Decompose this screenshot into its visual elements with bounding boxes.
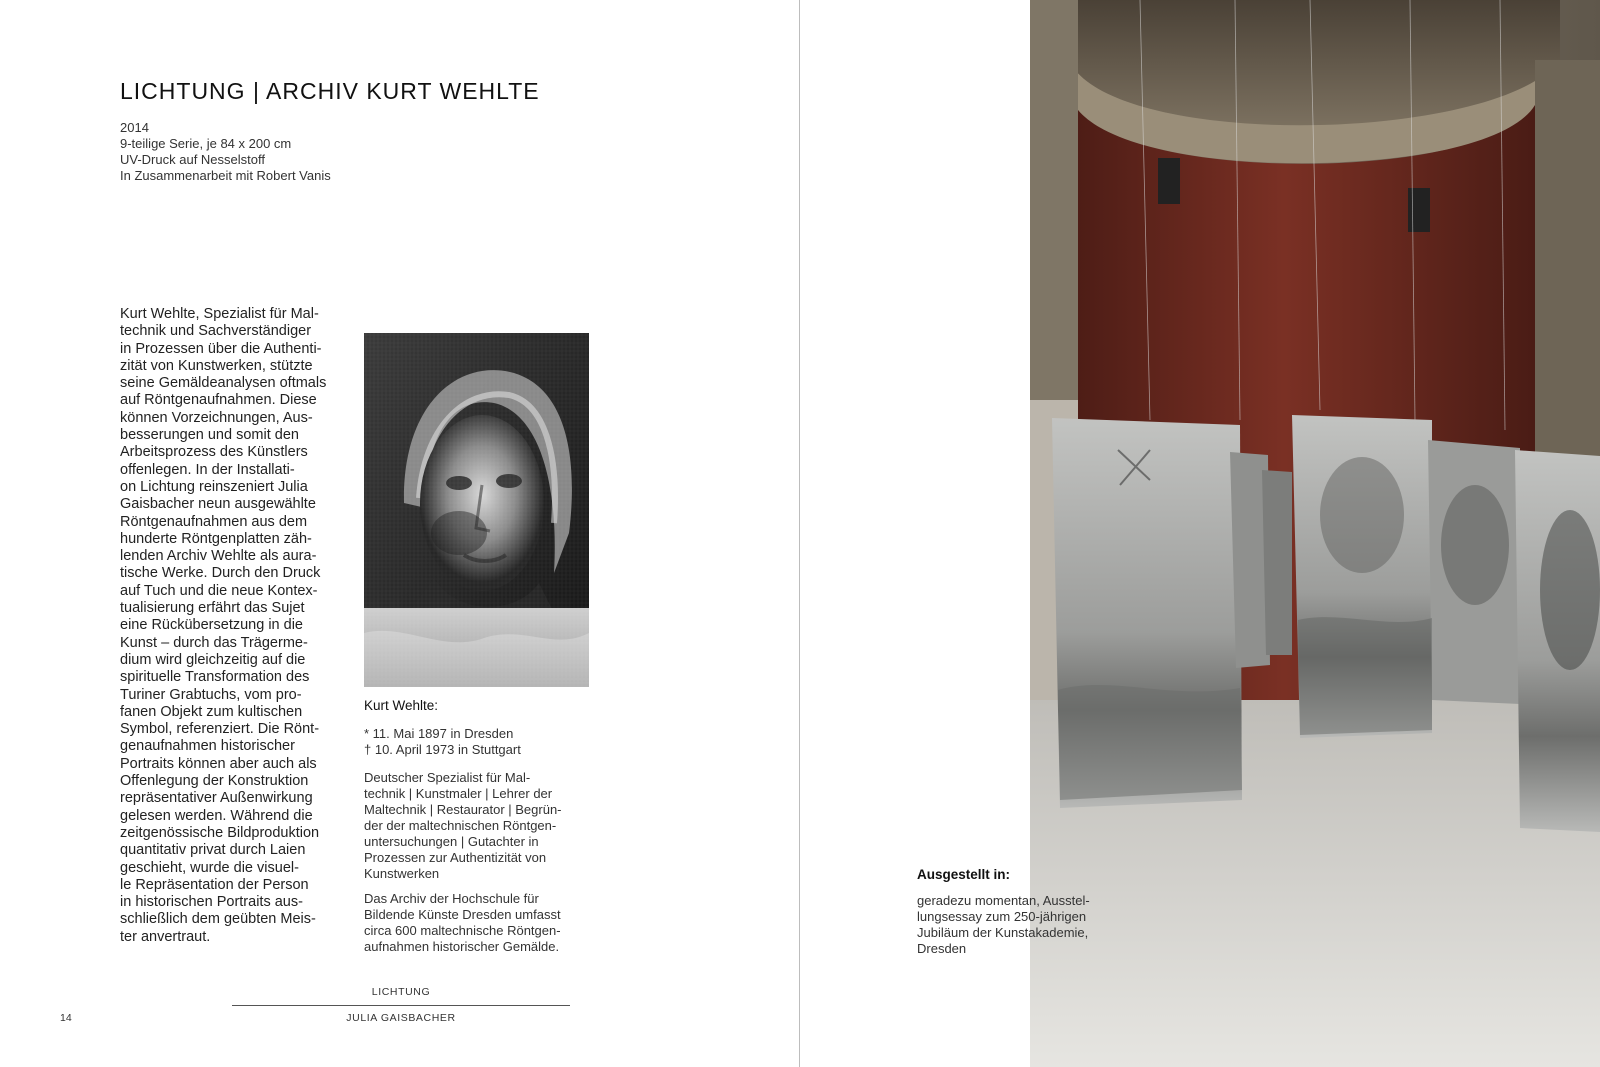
body-line: eine Rückübersetzung in die xyxy=(120,617,303,634)
xray-portrait-graphic xyxy=(364,333,589,687)
body-line: offenlegen. In der Installati- xyxy=(120,461,295,478)
right-page xyxy=(800,0,1600,1067)
body-line: Gaisbacher neun ausgewählte xyxy=(120,496,316,513)
exhibit-text xyxy=(917,893,1127,957)
body-line: Turiner Grabtuchs, vom pro- xyxy=(120,686,302,703)
meta-series: 9-teilige Serie, je 84 x 200 cm xyxy=(120,136,292,151)
bio-archive-line: circa 600 maltechnische Röntgen- xyxy=(364,923,561,938)
page-title: LICHTUNG | ARCHIV KURT WEHLTE xyxy=(120,78,540,104)
body-line: lenden Archiv Wehlte als aura- xyxy=(120,548,317,565)
meta-technique: UV-Druck auf Nesselstoff xyxy=(120,152,265,167)
body-line: fanen Objekt zum kultischen xyxy=(120,703,303,720)
body-line: hunderte Röntgenplatten zäh- xyxy=(120,530,312,547)
body-line: in Prozessen über die Authenti- xyxy=(120,340,322,357)
body-line: quantitativ privat durch Laien xyxy=(120,842,306,859)
body-line: ter anvertraut. xyxy=(120,928,211,945)
body-line: repräsentativer Außenwirkung xyxy=(120,790,313,807)
bio-desc-line: Deutscher Spezialist für Mal- xyxy=(364,770,531,785)
body-line: Arbeitsprozess des Künstlers xyxy=(120,444,308,461)
bio-birth: * 11. Mai 1897 in Dresden xyxy=(364,726,514,741)
body-line: dium wird gleichzeitig auf die xyxy=(120,651,306,668)
body-line: in historischen Portraits aus- xyxy=(120,894,303,911)
meta-collaboration: In Zusammenarbeit mit Robert Vanis xyxy=(120,168,331,183)
body-line: gelesen werden. Während die xyxy=(120,807,313,824)
footer-author: JULIA GAISBACHER xyxy=(346,1012,456,1024)
body-line: Kurt Wehlte, Spezialist für Mal- xyxy=(120,306,319,322)
body-line: Röntgenaufnahmen aus dem xyxy=(120,513,308,530)
exhibit-line: geradezu momentan, Ausstel- xyxy=(917,893,1090,908)
bio-death: † 10. April 1973 in Stuttgart xyxy=(364,742,521,757)
bio-archive xyxy=(364,891,604,955)
bio-desc-line: untersuchungen | Gutachter in xyxy=(364,834,539,849)
body-line: tische Werke. Durch den Druck xyxy=(120,565,321,582)
body-line: können Vorzeichnungen, Aus- xyxy=(120,409,313,426)
body-line: le Repräsentation der Person xyxy=(120,876,309,893)
footer-divider xyxy=(232,1005,570,1006)
body-line: on Lichtung reinszeniert Julia xyxy=(120,478,308,495)
footer-section-title: LICHTUNG xyxy=(371,986,431,998)
bio-dates xyxy=(364,726,604,758)
bio-desc-line: der der maltechnischen Röntgen- xyxy=(364,818,557,833)
body-line: tualisierung erfährt das Sujet xyxy=(120,600,305,617)
meta-year: 2014 xyxy=(120,120,149,135)
bio-desc-line: Prozessen zur Authentizität von xyxy=(364,850,547,865)
body-text xyxy=(120,306,352,946)
body-line: Portraits können aber auch als xyxy=(120,755,317,772)
body-line: auf Tuch und die neue Kontex- xyxy=(120,582,318,599)
body-line: auf Röntgenaufnahmen. Diese xyxy=(120,392,317,409)
bio-heading: Kurt Wehlte: xyxy=(364,698,439,713)
bio-desc-line: Maltechnik | Restaurator | Begrün- xyxy=(364,802,562,817)
exhibit-line: Dresden xyxy=(917,941,967,956)
page-number: 14 xyxy=(60,1012,72,1024)
bio-archive-line: aufnahmen historischer Gemälde. xyxy=(364,939,560,954)
exhibit-line: Jubiläum der Kunstakademie, xyxy=(917,925,1089,940)
left-page xyxy=(0,0,799,1067)
body-line: seine Gemäldeanalysen oftmals xyxy=(120,375,327,392)
exhibit-heading: Ausgestellt in: xyxy=(917,867,1011,882)
body-line: technik und Sachverständiger xyxy=(120,323,312,340)
body-line: besserungen und somit den xyxy=(120,427,299,444)
bio-archive-line: Bildende Künste Dresden umfasst xyxy=(364,907,561,922)
body-line: Offenlegung der Konstruktion xyxy=(120,773,309,790)
body-line: Symbol, referenziert. Die Rönt- xyxy=(120,721,320,738)
body-line: geschieht, wurde die visuel- xyxy=(120,859,299,876)
body-line: genaufnahmen historischer xyxy=(120,738,295,755)
bio-desc-line: technik | Kunstmaler | Lehrer der xyxy=(364,786,553,801)
exhibit-line: lungsessay zum 250-jährigen xyxy=(917,909,1087,924)
body-line: zität von Kunstwerken, stützte xyxy=(120,357,313,374)
xray-portrait-image xyxy=(364,333,589,687)
bio-archive-line: Das Archiv der Hochschule für xyxy=(364,891,539,906)
body-line: zeitgenössische Bildproduktion xyxy=(120,824,320,841)
artwork-meta xyxy=(120,120,480,184)
bio-description xyxy=(364,770,604,882)
bio-desc-line: Kunstwerken xyxy=(364,866,440,881)
body-line: schließlich dem geübten Meis- xyxy=(120,911,316,928)
body-line: Kunst – durch das Trägerme- xyxy=(120,634,308,651)
body-line: spirituelle Transformation des xyxy=(120,669,310,686)
